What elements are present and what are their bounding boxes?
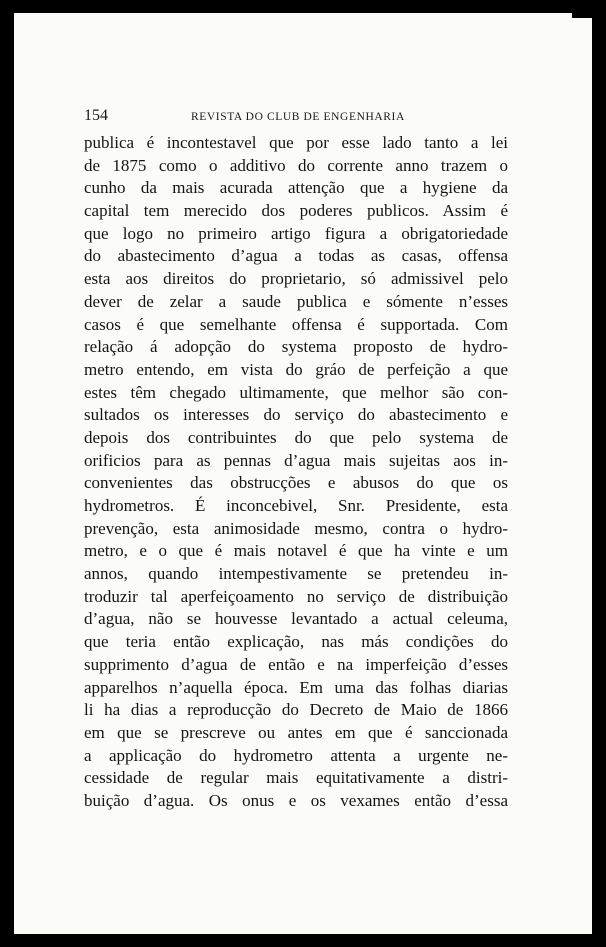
text-line: esta aos direitos do proprietario, só admissivel pelo bbox=[84, 269, 508, 289]
text-line: metro entendo, em vista do gráo de perfeição a que bbox=[84, 359, 508, 379]
text-line: troduzir tal aperfeiçoamento no serviço de distribuição bbox=[84, 586, 508, 606]
text-line: em que se prescreve ou antes em que é sanccionada bbox=[84, 722, 508, 742]
text-line: d’agua, não se houvesse levantado a actual celeuma, bbox=[84, 609, 508, 629]
page-header bbox=[84, 107, 504, 125]
text-line: estes têm chegado ultimamente, que melhor são con- bbox=[84, 382, 508, 402]
text-line: depois dos contribuintes do que pelo systema de bbox=[84, 427, 508, 447]
text-line: cessidade de regular mais equitativamente a distri- bbox=[84, 768, 508, 788]
text-line: casos é que semelhante offensa é supportada. Com bbox=[84, 314, 508, 334]
text-line: prevenção, esta animosidade mesmo, contra o hydro- bbox=[84, 518, 508, 538]
text-line: que teria então explicação, nas más condições do bbox=[84, 632, 508, 652]
text-line: dever de zelar a saude publica e sómente n’esses bbox=[84, 291, 508, 311]
text-line: sultados os interesses do serviço do abastecimento e bbox=[84, 405, 508, 425]
text-line: apparelhos n’aquella época. Em uma das folhas diarias bbox=[84, 677, 508, 697]
text-line: de 1875 como o additivo do corrente anno trazem o bbox=[84, 155, 508, 175]
text-line: capital tem merecido dos poderes publicos. Assim é bbox=[84, 201, 508, 221]
text-line: relação á adopção do systema proposto de hydro- bbox=[84, 337, 508, 357]
edge-mark bbox=[572, 13, 592, 18]
text-line: metro, e o que é mais notavel é que ha vinte e um bbox=[84, 541, 508, 561]
text-line: do abastecimento d’agua a todas as casas, offensa bbox=[84, 246, 508, 266]
body-text bbox=[84, 132, 508, 813]
page-number: 154 bbox=[84, 107, 108, 124]
text-line: cunho da mais acurada attenção que a hygiene da bbox=[84, 178, 508, 198]
text-line: annos, quando intempestivamente se pretendeu in- bbox=[84, 564, 508, 584]
text-line: li ha dias a reproducção do Decreto de Maio de 1866 bbox=[84, 700, 508, 720]
text-line: convenientes das obstrucções e abusos do que os bbox=[84, 473, 508, 493]
text-line: publica é incontestavel que por esse lado tanto a lei bbox=[84, 133, 508, 152]
text-line: supprimento d’agua de então e na imperfeição d’esses bbox=[84, 654, 508, 674]
running-title: REVISTA DO CLUB DE ENGENHARIA bbox=[191, 111, 405, 123]
text-line: orificios para as pennas d’agua mais sujeitas aos in- bbox=[84, 450, 508, 470]
text-line: hydrometros. É inconcebivel, Snr. Presidente, esta bbox=[84, 496, 508, 515]
text-line: buição d’agua. Os onus e os vexames então d’essa bbox=[84, 790, 508, 810]
text-line: a applicação do hydrometro attenta a urgente ne- bbox=[84, 745, 508, 765]
text-line: que logo no primeiro artigo figura a obrigatoriedade bbox=[84, 223, 508, 243]
